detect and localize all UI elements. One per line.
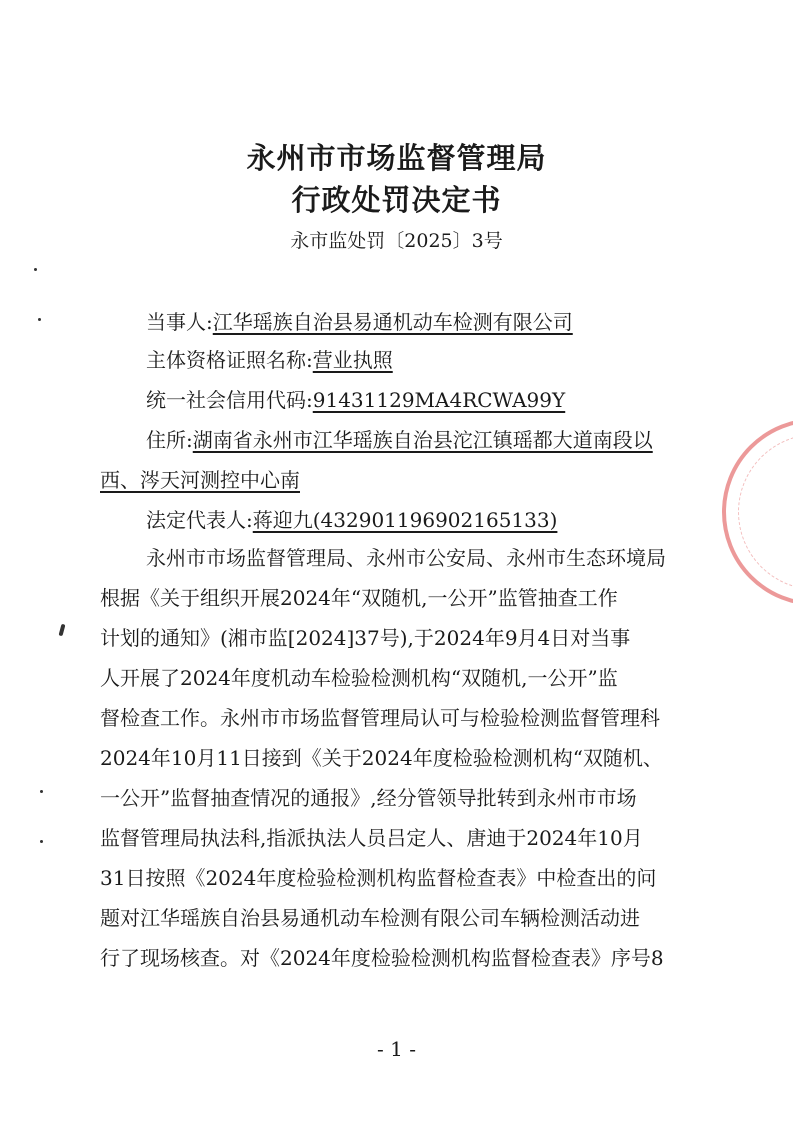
body-line-3: 计划的通知》(湘市监[2024]37号),于2024年9月4日对当事 xyxy=(100,626,631,650)
license-label: 主体资格证照名称: xyxy=(146,348,313,372)
document-title-line2: 行政处罚决定书 xyxy=(291,183,502,217)
page-number: - 1 - xyxy=(377,1037,416,1061)
party-name-value: 江华瑶族自治县易通机动车检测有限公司 xyxy=(212,310,573,334)
official-seal xyxy=(722,418,793,606)
credit-code-label: 统一社会信用代码: xyxy=(146,388,313,412)
party-name-row xyxy=(146,308,573,336)
legal-rep-value: 蒋迎九(432901196902165133) xyxy=(252,508,558,532)
scan-speck xyxy=(34,268,37,271)
legal-rep-row xyxy=(146,506,557,534)
document-number: 永市监处罚〔2025〕3号 xyxy=(290,230,503,252)
body-line-8: 监督管理局执法科,指派执法人员吕定人、唐迪于2024年10月 xyxy=(100,826,643,850)
scan-speck xyxy=(38,318,41,321)
address-label: 住所: xyxy=(146,428,193,452)
scan-speck xyxy=(59,624,66,637)
address-value-line2: 西、涔天河测控中心南 xyxy=(100,468,300,492)
scan-speck xyxy=(40,840,43,843)
address-value-line1: 湖南省永州市江华瑶族自治县沱江镇瑶都大道南段以 xyxy=(192,428,653,452)
credit-code-row xyxy=(146,386,565,414)
license-row xyxy=(146,346,393,374)
legal-rep-label: 法定代表人: xyxy=(146,508,253,532)
license-value: 营业执照 xyxy=(312,348,393,372)
body-line-4: 人开展了2024年度机动车检验检测机构“双随机,一公开”监 xyxy=(100,666,618,690)
party-name-label: 当事人: xyxy=(146,310,213,334)
body-line-5: 督检查工作。永州市市场监督管理局认可与检验检测监督管理科 xyxy=(100,706,660,730)
address-row-cont xyxy=(100,466,300,494)
body-line-7: 一公开”监督抽查情况的通报》,经分管领导批转到永州市市场 xyxy=(100,786,637,810)
body-line-11: 行了现场核查。对《2024年度检验检测机构监督检查表》序号8 xyxy=(100,946,664,970)
body-line-1: 永州市市场监督管理局、永州市公安局、永州市生态环境局 xyxy=(146,546,666,570)
credit-code-value: 91431129MA4RCWA99Y xyxy=(312,388,566,412)
body-line-10: 题对江华瑶族自治县易通机动车检测有限公司车辆检测活动进 xyxy=(100,906,640,930)
body-line-6: 2024年10月11日接到《关于2024年度检验检测机构“双随机、 xyxy=(100,746,663,770)
address-row xyxy=(146,426,653,454)
body-line-2: 根据《关于组织开展2024年“双随机,一公开”监管抽查工作 xyxy=(100,586,618,610)
body-line-9: 31日按照《2024年度检验检测机构监督检查表》中检查出的问 xyxy=(100,866,657,890)
scan-speck xyxy=(40,790,43,793)
document-title-line1: 永州市市场监督管理局 xyxy=(246,141,547,175)
